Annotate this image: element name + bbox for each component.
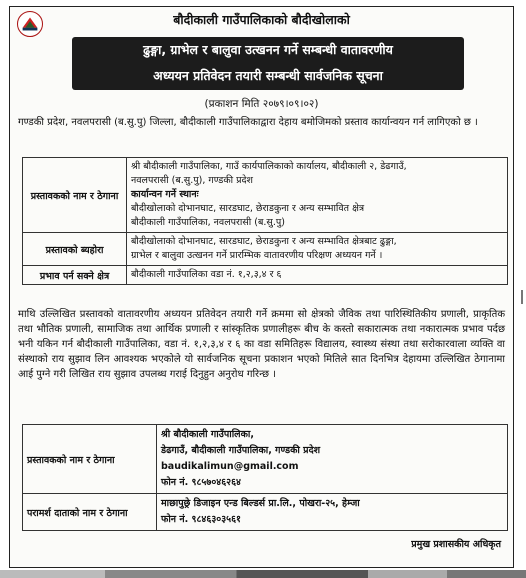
value-line: बौदीखोलाको दोभानघाट, सारडघाट, छेराडकुना र अन्य सम्भावित क्षेत्रबाट ढुङ्गा, bbox=[131, 236, 397, 247]
value-line: डेढगाउँ, बौदीकाली गाउँपालिका, गण्डकी प्रदेश bbox=[161, 445, 321, 456]
value-line: माछापुछ्रे डिजाइन एन्ड बिल्डर्स प्रा.लि., पोखरा-२५, हेम्जा bbox=[161, 498, 360, 509]
row-value bbox=[127, 158, 508, 233]
row-value bbox=[157, 494, 508, 531]
value-line: श्री बौदीकाली गाउँपालिका, गाउँ कार्यपालिकाको कार्यालय, बौदीकाली २, डेढगाउँ, bbox=[131, 161, 407, 172]
table-row bbox=[23, 158, 508, 233]
phone-text: फोन नं. ९८४६३०३५६१ bbox=[161, 514, 241, 525]
value-line: श्री बौदीकाली गाउँपालिका, bbox=[161, 429, 254, 440]
row-value bbox=[127, 233, 508, 266]
intro-paragraph: गण्डकी प्रदेश, नवलपरासी (ब.सु.पु) जिल्ला, बौदीकाली गाउँपालिकाद्वारा देहाय बमोजिमको प्रस्ताव कार्यान्वयन गर्न लागिएको छ । bbox=[18, 117, 478, 128]
row-label: प्रस्तावकको नाम र ठेगाना bbox=[23, 158, 127, 233]
notice-title-banner bbox=[72, 37, 464, 90]
value-line: बौदीकाली गाउँपालिका वडा नं. १,२,३,४ र ६ bbox=[131, 269, 282, 280]
email-text: baudikalimun@gmail.com bbox=[161, 461, 299, 472]
notice-title-line-2: अध्ययन प्रतिवेदन तयारी सम्बन्धी सार्वजनिक सूचना bbox=[153, 68, 383, 83]
row-label: प्रस्तावको ब्यहोरा bbox=[23, 233, 127, 266]
print-color-strip bbox=[0, 570, 526, 578]
office-title: बौदीकाली गाउँपालिकाको बौदीखोलाको bbox=[173, 12, 350, 27]
row-value bbox=[127, 266, 508, 285]
row-label: परामर्श दाताको नाम र ठेगाना bbox=[23, 494, 157, 531]
row-label: प्रस्तावकको नाम र ठेगाना bbox=[23, 425, 157, 494]
public-notice bbox=[9, 6, 514, 568]
signature-label: प्रमुख प्रशासकीय अधिकृत bbox=[411, 539, 501, 550]
value-line: बौदीखोलाको दोभानघाट, सारडघाट, छेराडकुना र अन्य सम्भावित क्षेत्र bbox=[131, 203, 365, 214]
row-label: प्रभाव पर्न सक्ने क्षेत्र bbox=[23, 266, 127, 285]
table-row bbox=[23, 266, 508, 285]
phone-text: फोन नं. ९८५७०४६२६४ bbox=[161, 477, 241, 488]
contact-table bbox=[22, 424, 508, 531]
row-value bbox=[157, 425, 508, 494]
value-line: कार्यान्वन गर्ने स्थानः bbox=[131, 189, 199, 200]
value-line: नवलपरासी (ब.सु.पु), गण्डकी प्रदेश bbox=[131, 175, 254, 186]
body-paragraph: माथि उल्लिखित प्रस्तावको वातावरणीय अध्ययन प्रतिवेदन तयारी गर्ने क्रममा सो क्षेत्रको जैविक तथा पारिस्थितिकीय प्रणाली, प्राकृतिक तथा भौतिक प्रणाली, सामाजिक तथा आर्थिक प्रणाली र सांस्कृतिक प्रणालीहरू बीच के कस्तो सकारात्मक तथा नकारात्मक प्रभाव पर्दछ भनी यकिन गर्न बौदीकाली गाउँपालिका, वडा नं. १,२,३,४ र ६ का वडा समितिहरू विद्यालय, स्वास्थ्य संस्था तथा सरोकारवाला व्यक्ति वा संस्थाको राय सुझाव लिन आवश्यक भएकोले यो सार्वजनिक सूचना प्रकाशन भएको मितिले सात दिनभित्र देहायमा उल्लिखित ठेगानामा आई पुग्ने गरी लिखित राय सुझाव उपलब्ध गराई दिनुहुन अनुरोध गरिन्छ । bbox=[18, 309, 505, 380]
table-row bbox=[23, 494, 508, 531]
value-line: ग्राभेल र बालुवा उत्खनन गर्ने प्रारम्भिक वातावरणीय परिक्षण अध्ययन गर्ने । bbox=[131, 250, 383, 261]
table-row bbox=[23, 425, 508, 494]
publication-date: (प्रकाशन मिति २०७९।०९।०२) bbox=[204, 98, 319, 110]
proposal-table bbox=[22, 157, 508, 285]
table-row bbox=[23, 233, 508, 266]
scrollbar-mark bbox=[521, 290, 523, 304]
value-line: बौदीकाली गाउँपालिका, नवलपरासी (ब.सु.पु) bbox=[131, 217, 285, 228]
notice-title-line-1: ढुङ्गा, ग्राभेल र बालुवा उत्खनन गर्ने सम्बन्धी वातावरणीय bbox=[143, 42, 393, 57]
